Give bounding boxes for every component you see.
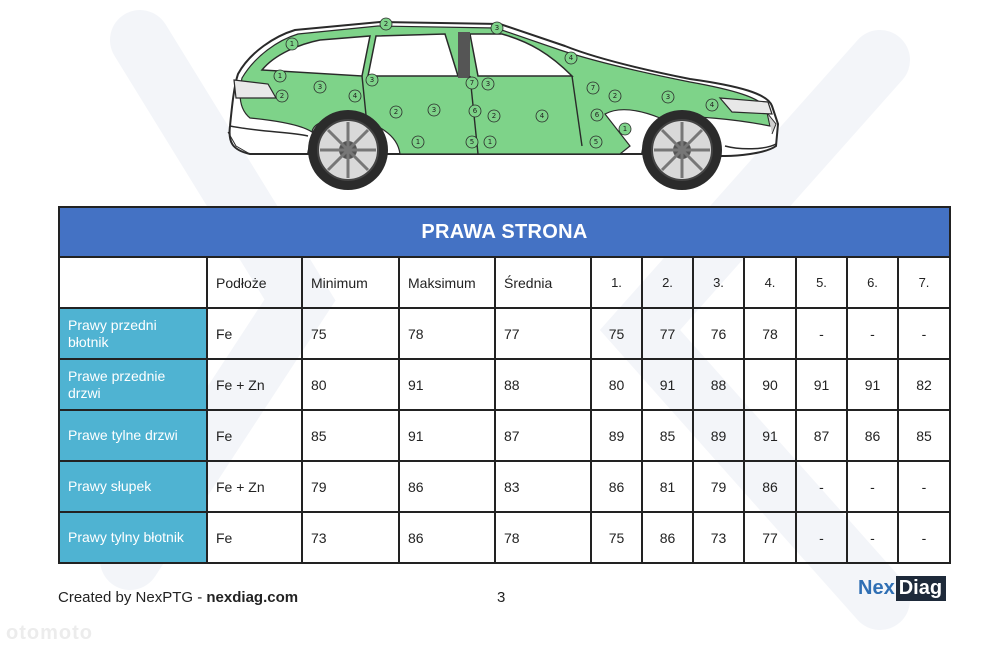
logo-part-diag: Diag bbox=[896, 576, 946, 601]
substrate-cell: Fe + Zn bbox=[207, 359, 302, 410]
row-label: Prawy tylny błotnik bbox=[59, 512, 207, 563]
max-cell: 91 bbox=[399, 410, 495, 461]
svg-text:6: 6 bbox=[594, 111, 600, 119]
svg-text:3: 3 bbox=[317, 83, 323, 91]
measure-cell: 80 bbox=[591, 359, 642, 410]
svg-text:3: 3 bbox=[431, 106, 437, 114]
measure-cell: 87 bbox=[796, 410, 847, 461]
header-point-4: 4. bbox=[744, 257, 796, 308]
svg-text:2: 2 bbox=[279, 92, 285, 100]
min-cell: 75 bbox=[302, 308, 399, 359]
substrate-cell: Fe bbox=[207, 308, 302, 359]
table-title: PRAWA STRONA bbox=[59, 207, 950, 257]
row-label: Prawy przedni błotnik bbox=[59, 308, 207, 359]
table-row bbox=[59, 410, 950, 461]
svg-text:1: 1 bbox=[622, 125, 628, 133]
measurement-table bbox=[58, 206, 951, 564]
header-point-1: 1. bbox=[591, 257, 642, 308]
table-row bbox=[59, 512, 950, 563]
header-point-5: 5. bbox=[796, 257, 847, 308]
measure-cell: 86 bbox=[591, 461, 642, 512]
footer-created-by: Created by NexPTG - bbox=[58, 589, 207, 606]
rear-door-window bbox=[368, 34, 458, 76]
max-cell: 86 bbox=[399, 512, 495, 563]
svg-text:1: 1 bbox=[487, 138, 493, 146]
measure-cell: 90 bbox=[744, 359, 796, 410]
avg-cell: 83 bbox=[495, 461, 591, 512]
header-point-2: 2. bbox=[642, 257, 693, 308]
svg-text:5: 5 bbox=[469, 138, 475, 146]
header-point-6: 6. bbox=[847, 257, 898, 308]
svg-text:4: 4 bbox=[352, 92, 358, 100]
max-cell: 86 bbox=[399, 461, 495, 512]
measure-cell: 76 bbox=[693, 308, 744, 359]
svg-text:2: 2 bbox=[491, 112, 497, 120]
table-row bbox=[59, 308, 950, 359]
table-row bbox=[59, 461, 950, 512]
measure-cell: 91 bbox=[744, 410, 796, 461]
header-row bbox=[59, 257, 950, 308]
svg-text:4: 4 bbox=[539, 112, 545, 120]
substrate-cell: Fe bbox=[207, 512, 302, 563]
measure-cell: 88 bbox=[693, 359, 744, 410]
measure-cell: 77 bbox=[744, 512, 796, 563]
measure-cell: 86 bbox=[744, 461, 796, 512]
car-side-diagram bbox=[220, 14, 790, 192]
svg-text:5: 5 bbox=[593, 138, 599, 146]
svg-text:1: 1 bbox=[415, 138, 421, 146]
measure-cell: 73 bbox=[693, 512, 744, 563]
svg-text:3: 3 bbox=[665, 93, 671, 101]
min-cell: 79 bbox=[302, 461, 399, 512]
rear-wheel bbox=[308, 110, 388, 190]
header-point-7: 7. bbox=[898, 257, 950, 308]
measure-cell: 86 bbox=[847, 410, 898, 461]
header-minimum: Minimum bbox=[302, 257, 399, 308]
svg-text:4: 4 bbox=[568, 54, 574, 62]
substrate-cell: Fe bbox=[207, 410, 302, 461]
measure-cell: 86 bbox=[642, 512, 693, 563]
measure-cell: 91 bbox=[796, 359, 847, 410]
measure-cell: 91 bbox=[642, 359, 693, 410]
measure-cell: - bbox=[847, 512, 898, 563]
avg-cell: 87 bbox=[495, 410, 591, 461]
nexdiag-logo bbox=[858, 576, 946, 601]
min-cell: 85 bbox=[302, 410, 399, 461]
svg-text:1: 1 bbox=[289, 40, 295, 48]
measure-cell: - bbox=[796, 512, 847, 563]
header-maximum: Maksimum bbox=[399, 257, 495, 308]
measure-cell: - bbox=[898, 512, 950, 563]
avg-cell: 77 bbox=[495, 308, 591, 359]
header-average: Średnia bbox=[495, 257, 591, 308]
measure-cell: 85 bbox=[898, 410, 950, 461]
measure-cell: 89 bbox=[591, 410, 642, 461]
measure-cell: 78 bbox=[744, 308, 796, 359]
b-pillar bbox=[458, 32, 470, 78]
svg-text:1: 1 bbox=[277, 72, 283, 80]
measure-cell: - bbox=[847, 308, 898, 359]
measure-cell: 85 bbox=[642, 410, 693, 461]
measure-cell: - bbox=[898, 308, 950, 359]
svg-text:7: 7 bbox=[469, 79, 475, 87]
min-cell: 73 bbox=[302, 512, 399, 563]
measure-cell: 75 bbox=[591, 308, 642, 359]
max-cell: 91 bbox=[399, 359, 495, 410]
header-substrate: Podłoże bbox=[207, 257, 302, 308]
min-cell: 80 bbox=[302, 359, 399, 410]
svg-text:7: 7 bbox=[590, 84, 596, 92]
footer-credit bbox=[58, 589, 298, 606]
table-row bbox=[59, 359, 950, 410]
measure-cell: 77 bbox=[642, 308, 693, 359]
svg-text:2: 2 bbox=[393, 108, 399, 116]
front-wheel bbox=[642, 110, 722, 190]
max-cell: 78 bbox=[399, 308, 495, 359]
measure-cell: - bbox=[898, 461, 950, 512]
svg-text:2: 2 bbox=[612, 92, 618, 100]
svg-text:3: 3 bbox=[494, 24, 500, 32]
logo-part-nex: Nex bbox=[858, 577, 895, 599]
row-label: Prawe przednie drzwi bbox=[59, 359, 207, 410]
avg-cell: 88 bbox=[495, 359, 591, 410]
row-label: Prawe tylne drzwi bbox=[59, 410, 207, 461]
measure-cell: 75 bbox=[591, 512, 642, 563]
measure-cell: - bbox=[796, 461, 847, 512]
measure-cell: 81 bbox=[642, 461, 693, 512]
svg-text:4: 4 bbox=[709, 101, 715, 109]
measure-cell: 89 bbox=[693, 410, 744, 461]
otomoto-watermark: otomoto bbox=[6, 622, 93, 644]
measure-cell: - bbox=[796, 308, 847, 359]
header-empty bbox=[59, 257, 207, 308]
header-point-3: 3. bbox=[693, 257, 744, 308]
svg-text:6: 6 bbox=[472, 107, 478, 115]
svg-text:3: 3 bbox=[485, 80, 491, 88]
svg-text:3: 3 bbox=[369, 76, 375, 84]
measure-cell: - bbox=[847, 461, 898, 512]
measure-cell: 91 bbox=[847, 359, 898, 410]
svg-text:2: 2 bbox=[383, 20, 389, 28]
measure-cell: 82 bbox=[898, 359, 950, 410]
row-label: Prawy słupek bbox=[59, 461, 207, 512]
footer-site-link[interactable]: nexdiag.com bbox=[206, 589, 299, 606]
substrate-cell: Fe + Zn bbox=[207, 461, 302, 512]
avg-cell: 78 bbox=[495, 512, 591, 563]
page-number: 3 bbox=[497, 589, 506, 606]
measure-cell: 79 bbox=[693, 461, 744, 512]
